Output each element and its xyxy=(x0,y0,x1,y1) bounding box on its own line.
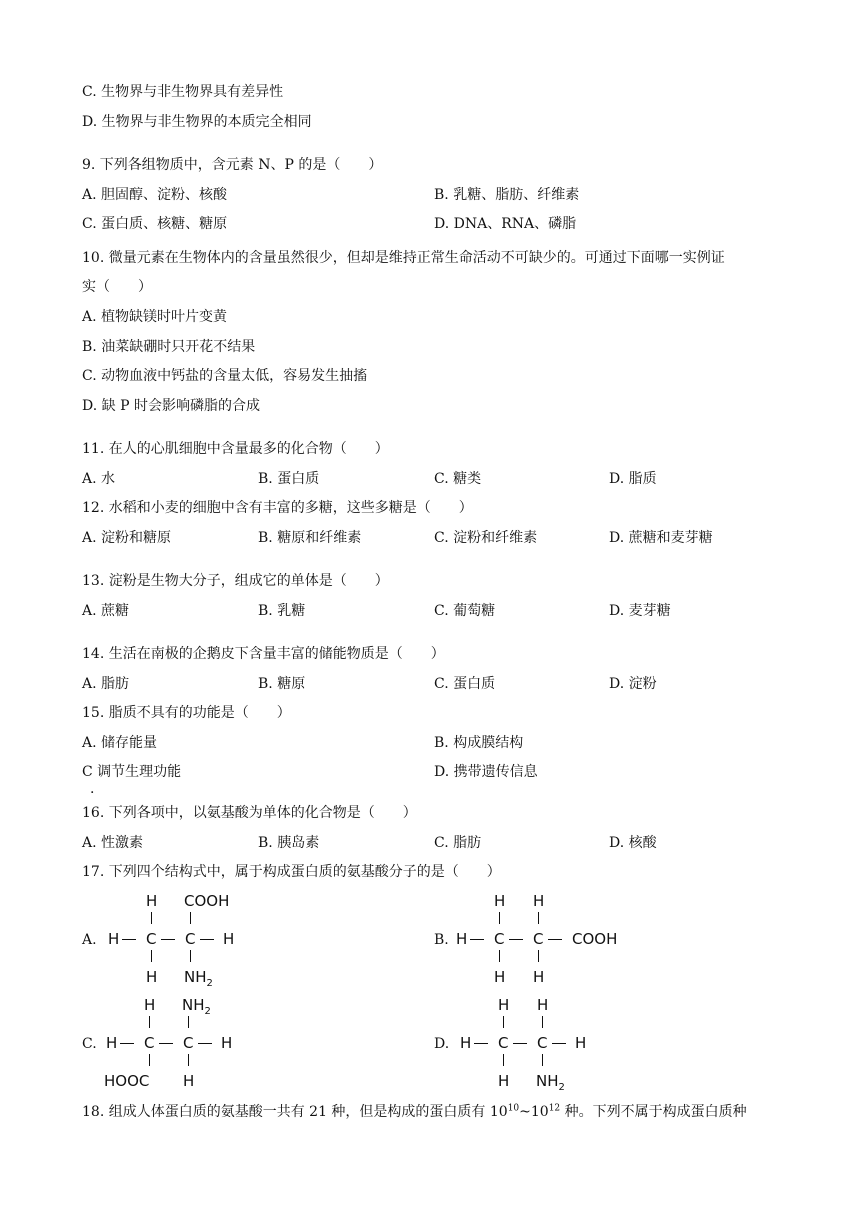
q15-option-a: A. 储存能量 xyxy=(82,735,158,751)
q16-stem: 16. 下列各项中，以氨基酸为单体的化合物是（ ） xyxy=(82,805,417,821)
atom: H xyxy=(106,1034,118,1052)
q11-stem: 11. 在人的心肌细胞中含量最多的化合物（ ） xyxy=(82,441,389,457)
q14-stem: 14. 生活在南极的企鹅皮下含量丰富的储能物质是（ ） xyxy=(82,646,445,662)
vertical-bond xyxy=(190,912,191,924)
line-d: D. 生物界与非生物界的本质完全相同 xyxy=(82,114,312,130)
vertical-bond xyxy=(190,950,191,962)
atom: H xyxy=(108,930,120,948)
atom: C xyxy=(183,1034,194,1052)
text-fragment: ~10 xyxy=(519,1104,549,1120)
q15-option-c: C 调节生理功能 xyxy=(82,764,182,780)
atom: C xyxy=(185,930,196,948)
q13-option-c: C. 葡萄糖 xyxy=(434,603,496,619)
q10-stem-line2: 实（ ） xyxy=(82,279,152,295)
q13-option-b: B. 乳糖 xyxy=(258,603,306,619)
q12-option-a: A. 淀粉和糖原 xyxy=(82,530,172,546)
atom: NH xyxy=(536,1072,559,1090)
atom-group xyxy=(184,968,213,989)
horizontal-bond xyxy=(513,1043,527,1044)
vertical-bond xyxy=(542,1054,543,1066)
q9-stem: 9. 下列各组物质中，含元素 N、P 的是（ ） xyxy=(82,157,383,173)
q14-option-c: C. 蛋白质 xyxy=(434,676,496,692)
q14-option-d: D. 淀粉 xyxy=(609,676,657,692)
q14-option-a: A. 脂肪 xyxy=(82,676,130,692)
q11-option-d: D. 脂质 xyxy=(609,471,657,487)
horizontal-bond xyxy=(470,939,484,940)
atom: C xyxy=(498,1034,509,1052)
horizontal-bond xyxy=(200,939,214,940)
text-fragment: 种。下列不属于构成蛋白质种 xyxy=(560,1104,747,1120)
atom: H xyxy=(494,968,506,986)
vertical-bond xyxy=(503,1016,504,1028)
q13-stem: 13. 淀粉是生物大分子，组成它的单体是（ ） xyxy=(82,573,389,589)
q9-option-c: C. 蛋白质、核糖、糖原 xyxy=(82,216,228,232)
horizontal-bond xyxy=(122,939,136,940)
text-fragment: 18. 组成人体蛋白质的氨基酸一共有 21 种，但是构成的蛋白质有 10 xyxy=(82,1104,508,1120)
vertical-bond xyxy=(188,1016,189,1028)
vertical-bond xyxy=(499,950,500,962)
vertical-bond xyxy=(149,1016,150,1028)
vertical-bond xyxy=(151,912,152,924)
atom: C xyxy=(537,1034,548,1052)
line-c: C. 生物界与非生物界具有差异性 xyxy=(82,84,284,100)
q15-stem: 15. 脂质不具有的功能是（ ） xyxy=(82,705,291,721)
vertical-bond xyxy=(151,950,152,962)
atom: H xyxy=(533,968,545,986)
q11-option-b: B. 蛋白质 xyxy=(258,471,320,487)
horizontal-bond xyxy=(548,939,562,940)
atom: H xyxy=(146,968,158,986)
horizontal-bond xyxy=(552,1043,566,1044)
q13-option-a: A. 蔗糖 xyxy=(82,603,130,619)
structure-b: B. H H H C C COOH H H xyxy=(434,892,618,986)
structure-d: D. H H H C C H H $NH_2$ xyxy=(434,996,587,1093)
atom: NH xyxy=(182,996,205,1014)
q15-option-d: D. 携带遗传信息 xyxy=(434,764,538,780)
exponent: 12 xyxy=(548,1103,561,1114)
atom: H xyxy=(223,930,235,948)
atom: HOOC xyxy=(104,1072,150,1090)
atom: H xyxy=(494,892,506,910)
subscript: 2 xyxy=(204,1006,211,1017)
atom: H xyxy=(460,1034,472,1052)
q12-option-d: D. 蔗糖和麦芽糖 xyxy=(609,530,713,546)
atom: H xyxy=(144,996,156,1014)
q9-option-b: B. 乳糖、脂肪、纤维素 xyxy=(434,187,580,203)
horizontal-bond xyxy=(161,939,175,940)
vertical-bond xyxy=(542,1016,543,1028)
atom: C xyxy=(146,930,157,948)
atom: COOH xyxy=(572,930,618,948)
q15-option-b: B. 构成膜结构 xyxy=(434,735,524,751)
q11-option-a: A. 水 xyxy=(82,471,116,487)
subscript: 2 xyxy=(558,1082,565,1093)
vertical-bond xyxy=(149,1054,150,1066)
q16-option-b: B. 胰岛素 xyxy=(258,835,320,851)
atom-group xyxy=(182,996,211,1017)
atom: H xyxy=(183,1072,195,1090)
atom: H xyxy=(498,1072,510,1090)
atom: H xyxy=(537,996,549,1014)
q14-option-b: B. 糖原 xyxy=(258,676,306,692)
exponent: 10 xyxy=(507,1103,520,1114)
q12-option-b: B. 糖原和纤维素 xyxy=(258,530,362,546)
vertical-bond xyxy=(503,1054,504,1066)
atom: H xyxy=(456,930,468,948)
horizontal-bond xyxy=(159,1043,173,1044)
q9-option-a: A. 胆固醇、淀粉、核酸 xyxy=(82,187,228,203)
atom: H xyxy=(146,892,158,910)
atom: C xyxy=(533,930,544,948)
vertical-bond xyxy=(499,912,500,924)
q17-stem: 17. 下列四个结构式中，属于构成蛋白质的氨基酸分子的是（ ） xyxy=(82,864,501,880)
q10-stem-line1: 10. 微量元素在生物体内的含量虽然很少，但却是维持正常生命活动不可缺少的。可通过下面哪一实例证 xyxy=(82,250,725,266)
horizontal-bond xyxy=(509,939,523,940)
structure-c: C. H $NH_2$ H C C H HOOC H xyxy=(82,996,233,1090)
vertical-bond xyxy=(188,1054,189,1066)
q12-option-c: C. 淀粉和纤维素 xyxy=(434,530,538,546)
q18-stem xyxy=(82,1102,747,1122)
atom: COOH xyxy=(184,892,230,910)
horizontal-bond xyxy=(198,1043,212,1044)
q10-option-b: B. 油菜缺硼时只开花不结果 xyxy=(82,339,256,355)
q9-option-d: D. DNA、RNA、磷脂 xyxy=(434,216,577,232)
q16-option-a: A. 性激素 xyxy=(82,835,144,851)
q16-option-d: D. 核酸 xyxy=(609,835,657,851)
q10-option-c: C. 动物血液中钙盐的含量太低，容易发生抽搐 xyxy=(82,368,368,384)
vertical-bond xyxy=(538,912,539,924)
q12-stem: 12. 水稻和小麦的细胞中含有丰富的多糖，这些多糖是（ ） xyxy=(82,500,473,516)
q16-option-c: C. 脂肪 xyxy=(434,835,482,851)
atom: C xyxy=(144,1034,155,1052)
stray-dot: · xyxy=(90,785,95,801)
atom: H xyxy=(221,1034,233,1052)
q10-option-d: D. 缺 P 时会影响磷脂的合成 xyxy=(82,398,260,414)
atom: H xyxy=(575,1034,587,1052)
horizontal-bond xyxy=(120,1043,134,1044)
atom: C xyxy=(494,930,505,948)
subscript: 2 xyxy=(206,978,213,989)
atom-group xyxy=(536,1072,565,1093)
atom: H xyxy=(533,892,545,910)
q10-option-a: A. 植物缺镁时叶片变黄 xyxy=(82,309,228,325)
vertical-bond xyxy=(538,950,539,962)
q11-option-c: C. 糖类 xyxy=(434,471,482,487)
atom: NH xyxy=(184,968,207,986)
q13-option-d: D. 麦芽糖 xyxy=(609,603,671,619)
atom: H xyxy=(498,996,510,1014)
structure-a: A. H COOH H C C H H $NH_2$ xyxy=(82,892,235,989)
horizontal-bond xyxy=(474,1043,488,1044)
